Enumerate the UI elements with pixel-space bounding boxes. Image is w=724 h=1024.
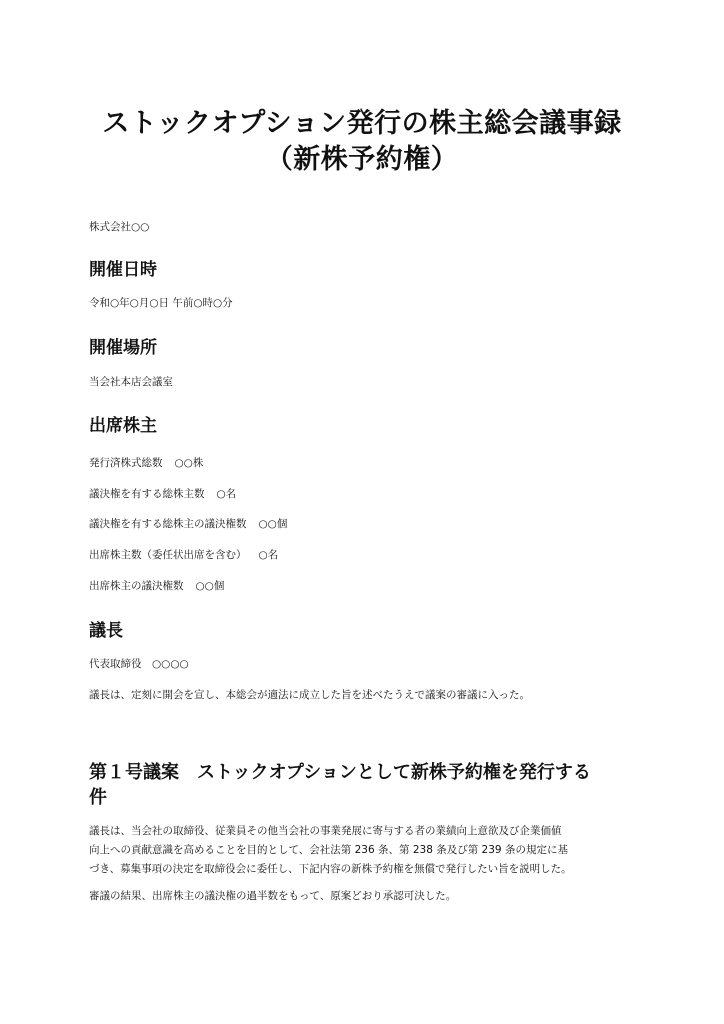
agenda-1-result: 審議の結果、出席株主の議決権の過半数をもって、原案どおり承認可決した。	[89, 890, 457, 902]
attendance-row	[89, 579, 224, 593]
agenda-1-heading-line-2: 件	[89, 787, 107, 808]
agenda-1-heading-line-1: 第１号議案 ストックオプションとして新株予約権を発行する	[89, 762, 591, 783]
attendance-label: 発行済株式総数	[89, 457, 163, 469]
agenda-1-body-line-2: 向上への貢献意識を高めることを目的として、会社法第 236 条、第 238 条及び第 239 条の規定に基	[89, 844, 568, 856]
chair-name: 代表取締役 ○○○○	[89, 658, 189, 670]
heading-attendance: 出席株主	[89, 416, 157, 436]
chair-statement: 議長は、定刻に開会を宣し、本総会が適法に成立した旨を述べたうえで議案の審議に入った。	[89, 689, 530, 701]
heading-datetime: 開催日時	[89, 260, 157, 280]
attendance-value: ○名	[216, 488, 237, 500]
datetime-value: 令和○年○月○日 午前○時○分	[89, 297, 233, 309]
document-title-line-1: ストックオプション発行の株主総会議事録	[102, 108, 622, 139]
attendance-row	[89, 517, 287, 531]
agenda-1-body-line-3: づき、募集事項の決定を取締役会に委任し、下記内容の新株予約権を無償で発行したい旨を説明した。	[89, 863, 572, 875]
attendance-row	[89, 487, 236, 501]
agenda-1-heading	[89, 760, 649, 810]
attendance-label: 出席株主の議決権数	[89, 580, 184, 592]
attendance-value: ○○個	[195, 580, 225, 592]
attendance-row	[89, 456, 203, 470]
attendance-value: ○○個	[258, 518, 288, 530]
heading-chair: 議長	[89, 621, 123, 641]
agenda-1-body-line-1: 議長は、当会社の取締役、従業員その他当会社の事業発展に寄与する者の業績向上意欲及び企業価値	[89, 825, 562, 837]
attendance-row	[89, 548, 278, 562]
document-title-line-2: （新株予約権）	[265, 144, 459, 175]
company-name: 株式会社○○	[89, 221, 150, 233]
attendance-value: ○○株	[174, 457, 204, 469]
heading-venue: 開催場所	[89, 338, 157, 358]
attendance-label: 議決権を有する総株主数	[89, 488, 205, 500]
venue-value: 当会社本店会議室	[89, 376, 173, 388]
attendance-label: 議決権を有する総株主の議決権数	[89, 518, 247, 530]
agenda-1-body	[89, 822, 649, 879]
attendance-value: ○名	[258, 549, 279, 561]
attendance-label: 出席株主数（委任状出席を含む）	[89, 549, 247, 561]
